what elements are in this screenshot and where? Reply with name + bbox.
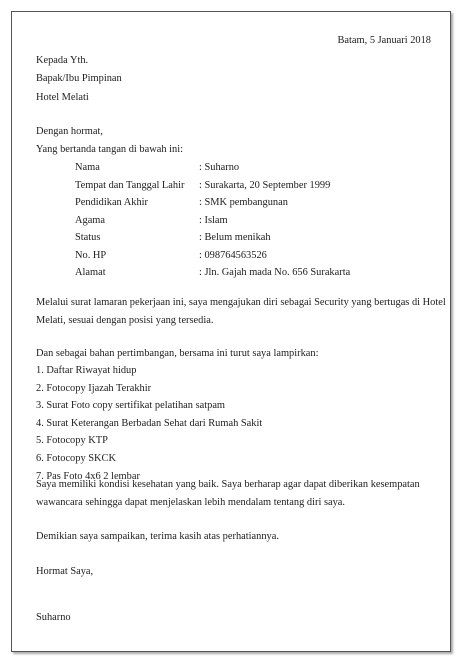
identity-value: : 098764563526 (199, 249, 267, 261)
list-item: 1. Daftar Riwayat hidup (36, 365, 137, 376)
identity-label: No. HP (75, 249, 107, 261)
identity-label: Nama (75, 162, 100, 173)
identity-label: Alamat (75, 267, 106, 278)
recipient-line-1: Kepada Yth. (36, 55, 89, 66)
identity-row (75, 249, 350, 267)
paragraph-3-line-1: Saya memiliki kondisi kesehatan yang baik. Saya berharap agar dapat diberikan kesempatan (36, 479, 420, 490)
identity-label: Agama (75, 214, 106, 226)
identity-label: Pendidikan Akhir (75, 197, 149, 208)
identity-value: : Suharno (199, 162, 240, 173)
identity-row (75, 161, 350, 179)
list-item: 2. Fotocopy Ijazah Terakhir (36, 382, 152, 394)
identity-row (75, 179, 350, 197)
identity-row (75, 266, 350, 284)
recipient-line-3: Hotel Melati (36, 92, 89, 103)
intro: Yang bertanda tangan di bawah ini: (36, 144, 183, 155)
paragraph-1-line-2: Melati, sesuai dengan posisi yang tersedia. (36, 315, 214, 326)
greeting: Dengan hormat, (36, 126, 103, 137)
letter-date: Batam, 5 Januari 2018 (337, 35, 431, 46)
identity-value: : Belum menikah (199, 232, 271, 243)
paragraph-1-line-1: Melalui surat lamaran pekerjaan ini, saya mengajukan diri sebagai Security yang bertugas di Hotel (36, 297, 446, 308)
list-item: 7. Pas Foto 4x6 2 lembar (36, 470, 140, 482)
attachment-list (36, 364, 262, 487)
signoff: Hormat Saya, (36, 566, 94, 577)
list-item: 3. Surat Foto copy sertifikat pelatihan satpam (36, 400, 226, 412)
list-item: 6. Fotocopy SKCK (36, 452, 116, 464)
closing-sentence: Demikian saya sampaikan, terima kasih atas perhatiannya. (36, 531, 279, 542)
identity-label: Tempat dan Tanggal Lahir (75, 179, 185, 191)
identity-table (75, 161, 350, 284)
list-item: 4. Surat Keterangan Berbadan Sehat dari Rumah Sakit (36, 417, 263, 429)
paragraph-2: Dan sebagai bahan pertimbangan, bersama ini turut saya lampirkan: (36, 348, 319, 359)
identity-row (75, 231, 350, 249)
identity-label: Status (75, 232, 101, 243)
recipient-line-2: Bapak/Ibu Pimpinan (36, 73, 122, 84)
signature-name: Suharno (36, 612, 71, 623)
identity-value: : Islam (199, 214, 228, 226)
identity-value: : Jln. Gajah mada No. 656 Surakarta (199, 267, 351, 278)
identity-value: : SMK pembangunan (199, 197, 288, 208)
identity-row (75, 214, 350, 232)
letter-page (11, 11, 451, 652)
identity-row (75, 196, 350, 214)
identity-value: : Surakarta, 20 September 1999 (199, 179, 331, 191)
list-item: 5. Fotocopy KTP (36, 435, 108, 447)
paragraph-3-line-2: wawancara sehingga dapat menjelaskan lebih mendalam tentang diri saya. (36, 497, 345, 508)
